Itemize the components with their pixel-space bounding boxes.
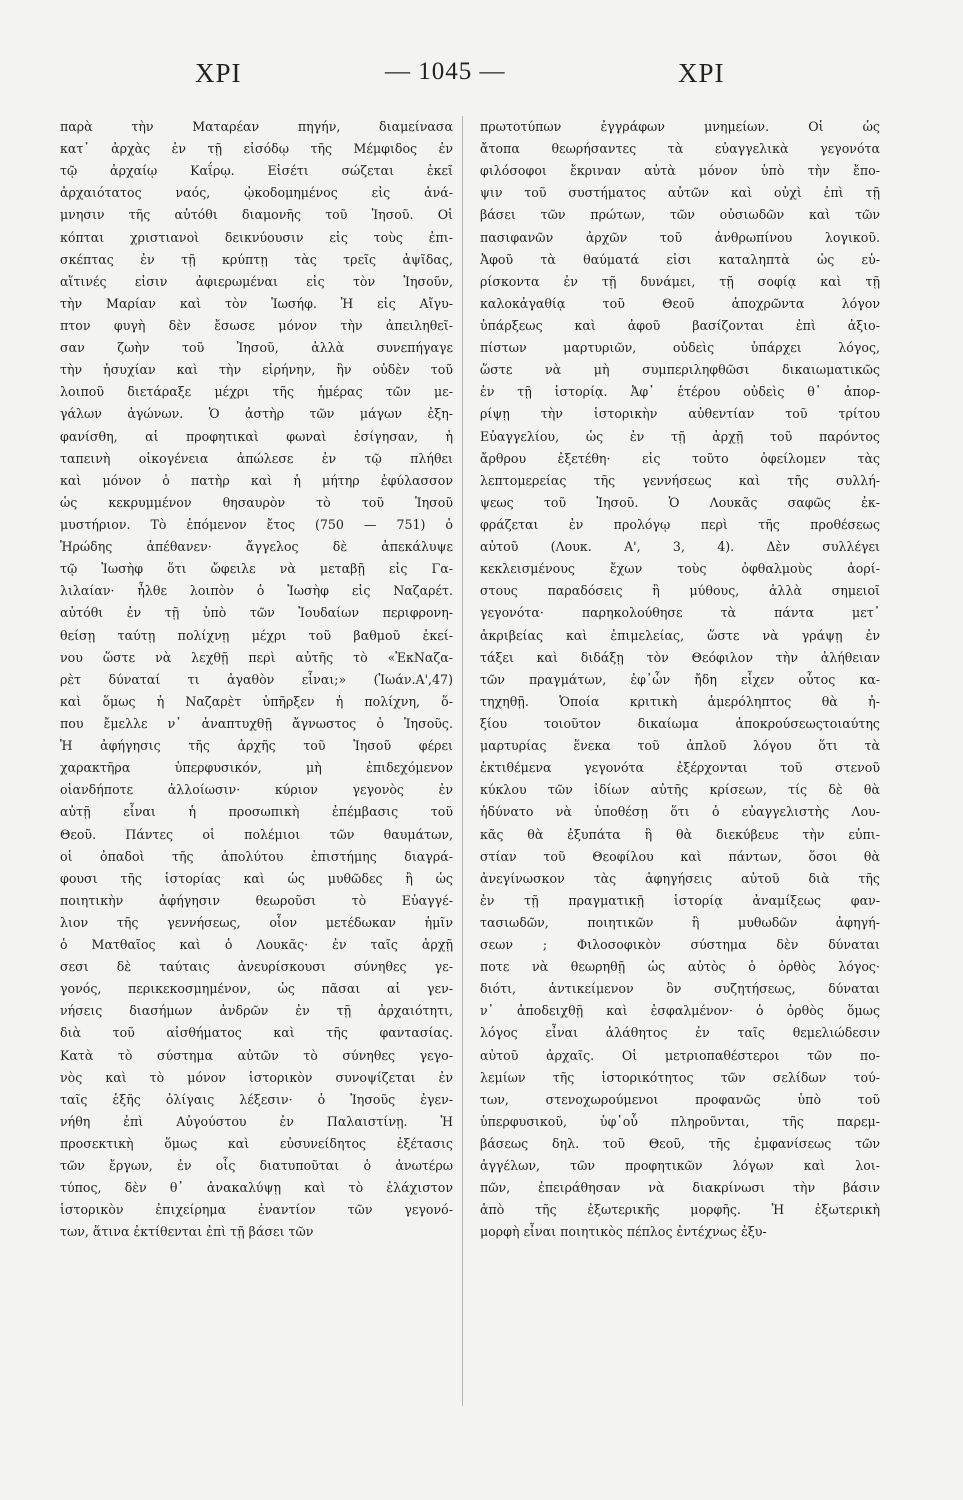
text-line: τάξει καὶ διδάξῃ τὸν Θεόφιλον τὴν ἀλήθειαν <box>480 649 880 665</box>
text-line: κόπται χριστιανοὶ δεικνύουσιν εἰς τοὺς ἐπι- <box>60 229 453 245</box>
text-line: σεσι δὲ ταύταις ἀνευρίσκουσι σύνηθες γε- <box>60 959 453 975</box>
text-line: των, ἅτινα ἐκτίθενται ἐπὶ τῇ βάσει τῶν <box>60 1224 314 1240</box>
text-line: τὴν ἡσυχίαν καὶ τὴν εἰρήνην, ἣν οὐδὲν τοῦ <box>60 362 453 378</box>
text-line: ποιητικὴν ἀφήγησιν θεωροῦσι τὸ Εὐαγγέ- <box>60 892 453 908</box>
running-head-left: ΧΡΙ <box>195 58 242 88</box>
text-line: λιλαίαν· ἦλθε λοιπὸν ὁ Ἰωσὴφ εἰς Ναζαρέτ. <box>60 583 453 599</box>
text-line: ἱστορικὸν ἐπιχείρημα ἐναντίον τῶν γεγονό- <box>60 1202 453 1218</box>
right-column <box>480 116 880 1244</box>
text-line: ἐν τῇ πραγματικῇ ἱστορίᾳ ἀναμίξεως φαν- <box>480 892 880 908</box>
text-line: γονός, περικεκοσμημένον, ὡς πᾶσαι αἱ γεν- <box>60 981 453 997</box>
text-line: φανίσθη, αἱ προφητικαὶ φωναὶ ἐσίγησαν, ἡ <box>60 428 453 444</box>
text-line: ταῖς ἑξῆς ὀλίγαις λέξεσιν· ὁ Ἰησοῦς ἐγεν- <box>60 1091 453 1107</box>
text-line: των, στενοχωρούμενοι προφανῶς ὑπὸ τοῦ <box>480 1091 880 1107</box>
text-line: Ἡ ἀφήγησις τῆς ἀρχῆς τοῦ Ἰησοῦ φέρει <box>60 738 453 754</box>
text-line: πίστων μαρτυριῶν, οὐδεὶς ὑπάρχει λόγος, <box>480 340 880 356</box>
text-line: τῶν ἔργων, ἐν οἷς διατυποῦται ὁ ἀνωτέρω <box>60 1158 453 1174</box>
text-line: ὑπερφυσικοῦ, ὑφ᾽οὗ πληροῦνται, τῆς παρεμ- <box>480 1113 880 1129</box>
text-line: χαρακτῆρα ὑπερφυσικόν, μὴ ἐπιδεχόμενον <box>60 760 453 776</box>
text-line: κατ᾽ ἀρχὰς ἐν τῇ εἰσόδῳ τῆς Μέμφιδος ἐν <box>60 141 453 157</box>
text-line: ὥστε νὰ μὴ συμπεριληφθῶσι δικαιωματικῶς <box>480 362 880 378</box>
text-line: ὁ Ματθαῖος καὶ ὁ Λουκᾶς· ἐν ταῖς ἀρχῇ <box>60 937 453 953</box>
page-number: — 1045 — <box>385 58 506 85</box>
text-line: μαρτυρίας ἕνεκα τοῦ ἁπλοῦ λόγου ὅτι τὰ <box>480 738 880 754</box>
text-line: σαν ζωὴν τοῦ Ἰησοῦ, ἀλλὰ συνεπήγαγε <box>60 340 453 356</box>
text-line: κύκλου τῶν ἰδίων αὐτῆς κρίσεων, τίς δὲ θὰ <box>480 782 880 798</box>
text-line: αὐτῇ εἶναι ἡ προσωπικὴ ἐπέμβασις τοῦ <box>60 804 453 820</box>
text-line: φιλόσοφοι ἔκριναν αὐτὰ μόνον ὑπὸ τὴν ἔπο- <box>480 163 880 179</box>
text-line: διότι, ἀντικείμενον ὂν συζητήσεως, δύναται <box>480 981 880 997</box>
text-line: ρὲτ δύναταί τι ἀγαθὸν εἶναι;» (Ἰωάν.Α',47) <box>60 671 453 687</box>
text-line: ἠδύνατο νὰ ὑποθέσῃ ὅτι ὁ εὐαγγελιστὴς Λου- <box>480 804 880 820</box>
text-line: αἵτινές εἰσιν ἀφιερωμέναι εἰς τὸν Ἰησοῦν, <box>60 273 453 289</box>
text-line: τῷ ἀρχαίῳ Καΐρῳ. Εἰσέτι σώζεται ἐκεῖ <box>60 163 453 179</box>
text-line: πασιφανῶν ἀρχῶν τοῦ ἀνθρωπίνου λογικοῦ. <box>480 229 880 245</box>
text-line: στίαν τοῦ Θεοφίλου καὶ πάντων, ὅσοι θὰ <box>480 848 880 864</box>
text-line: ψεως τοῦ Ἰησοῦ. Ὁ Λουκᾶς σαφῶς ἐκ- <box>480 494 880 510</box>
text-line: ρίψῃ τὴν ἱστορικὴν αὐθεντίαν τοῦ τρίτου <box>480 406 880 422</box>
text-line: τῷ Ἰωσὴφ ὅτι ὤφειλε νὰ μεταβῇ εἰς Γα- <box>60 561 453 577</box>
text-line: φουσι τῆς ἱστορίας καὶ ὡς μυθῶδες ἢ ὡς <box>60 870 453 886</box>
text-line: νου ὥστε νὰ λεχθῇ περὶ αὐτῆς τὸ «ἘκΝαζα- <box>60 649 453 665</box>
text-line: λιον τῆς γεννήσεως, οἷον μετέδωκαν ἡμῖν <box>60 914 453 930</box>
text-line: τύπος, δὲν θ᾽ ἀνακαλύψῃ καὶ τὸ ἐλάχιστον <box>60 1180 453 1196</box>
text-line: ἐν τῇ ἱστορίᾳ. Ἀφ᾽ ἑτέρου οὐδεὶς θ᾽ ἀπορ- <box>480 384 880 400</box>
text-line: νὸς καὶ τὸ μόνον ἱστορικὸν συνοψίζεται ἐν <box>60 1069 453 1085</box>
text-line: τῶν πραγμάτων, ἐφ᾽ὧν ἤδη εἶχεν οὗτος κα- <box>480 671 880 687</box>
page-header <box>0 58 963 98</box>
text-line: τηχηθῇ. Ὁποία κριτικὴ ἀμερόληπτος θὰ ἠ- <box>480 693 880 709</box>
text-line: οἱ ὀπαδοὶ τῆς ἀπολύτου ἐπιστήμης διαγρά- <box>60 848 453 864</box>
text-line: ἀκριβείας καὶ ἐπιμελείας, ὥστε νὰ γράψῃ ἐν <box>480 627 880 643</box>
text-line: ποτε νὰ θεωρηθῇ ὡς αὐτὸς ὁ ὀρθὸς λόγος· <box>480 959 880 975</box>
text-line: ρίσκοντα ἐν τῇ δυνάμει, τῇ σοφίᾳ καὶ τῇ <box>480 273 880 289</box>
text-line: ὑπάρξεως καὶ ἀφοῦ βασίζονται ἐπὶ ἀξιο- <box>480 317 880 333</box>
text-line: νήθη ἐπὶ Αὐγούστου ἐν Παλαιστίνῃ. Ἡ <box>60 1113 453 1129</box>
text-line: ὡς κεκρυμμένον θησαυρὸν τὸ τοῦ Ἰησοῦ <box>60 494 453 510</box>
text-line: ἀγγέλων, τῶν προφητικῶν λόγων καὶ λοι- <box>480 1158 880 1174</box>
text-line: λεπτομερείας τῆς γεννήσεως καὶ τῆς συλλή- <box>480 472 880 488</box>
text-line: λόγος εἶναι ἀλάθητος ἐν ταῖς θεμελιώδεσιν <box>480 1025 880 1041</box>
running-head-right: ΧΡΙ <box>678 58 725 88</box>
text-line: βάσεως δηλ. τοῦ Θεοῦ, τῆς ἐμφανίσεως τῶν <box>480 1136 880 1152</box>
text-line: Ἀφοῦ τὰ θαύματά εἰσι καταληπτὰ ὡς εὑ- <box>480 251 880 267</box>
text-line: σεων ; Φιλοσοφικὸν σύστημα δὲν δύναται <box>480 937 880 953</box>
text-line: καλοκἀγαθίᾳ τοῦ Θεοῦ ἀποχρῶντα λόγον <box>480 295 880 311</box>
text-line: ἀνεγίνωσκον τὰς ἀφηγήσεις αὐτοῦ διὰ τῆς <box>480 870 880 886</box>
text-line: Εὐαγγελίου, ὡς ἐν τῇ ἀρχῇ τοῦ παρόντος <box>480 428 880 444</box>
text-line: ξίου τοιοῦτον δικαίωμα ἀποκρούσεωςτοιαύτης <box>480 715 880 731</box>
text-line: Ἡρώδης ἀπέθανεν· ἄγγελος δὲ ἀπεκάλυψε <box>60 539 453 555</box>
text-line: στους παραδόσεις ἢ μύθους, ἀλλὰ σημειοῖ <box>480 583 880 599</box>
text-line: ταπεινὴ οἰκογένεια ἀπώλεσε ἐν τῷ πλήθει <box>60 450 453 466</box>
text-line: που ἔμελλε ν᾽ ἀναπτυχθῇ ἄγνωστος ὁ Ἰησοῦς. <box>60 715 453 731</box>
text-line: φράζεται ἐν προλόγῳ περὶ τῆς προθέσεως <box>480 516 880 532</box>
text-line: γάλων ἀγώνων. Ὁ ἀστὴρ τῶν μάγων ἐξη- <box>60 406 453 422</box>
text-line: ἄρθρου ἐξετέθη· εἰς τοῦτο ὀφείλομεν τὰς <box>480 450 880 466</box>
text-line: Κατὰ τὸ σύστημα αὐτῶν τὸ σύνηθες γεγο- <box>60 1047 453 1063</box>
left-column <box>60 116 453 1244</box>
text-line: πτον φυγὴ δὲν ἔσωσε μόνον τὴν ἀπειληθεῖ- <box>60 317 453 333</box>
text-line: τὴν Μαρίαν καὶ τὸν Ἰωσήφ. Ἡ εἰς Αἴγυ- <box>60 295 453 311</box>
column-divider <box>462 116 463 1406</box>
text-line: πρωτοτύπων ἐγγράφων μνημείων. Οἱ ὡς <box>480 119 880 134</box>
text-line: κεκλεισμένους ἔχων τοὺς ὀφθαλμοὺς ἀορί- <box>480 561 880 577</box>
text-line: λοιποῦ διετάραξε μέχρι τῆς ἡμέρας τῶν με- <box>60 384 453 400</box>
text-line: ἀπὸ τῆς ἐξωτερικῆς μορφῆς. Ἡ ἐξωτερικὴ <box>480 1202 880 1218</box>
text-line: λεμίων τῆς ἱστορικότητος τῶν σελίδων τού- <box>480 1069 880 1085</box>
text-line: σκέπτας ἐν τῇ κρύπτῃ τὰς τρεῖς ἀψῖδας, <box>60 251 453 267</box>
text-line: βάσει τῶν πρώτων, τῶν οὐσιωδῶν καὶ τῶν <box>480 207 880 223</box>
text-line: ν᾽ ἀποδειχθῇ καὶ ἐσφαλμένον· ὁ ὀρθὸς ὅμως <box>480 1003 880 1019</box>
text-line: μνησιν τῆς αὐτόθι διαμονῆς τοῦ Ἰησοῦ. Οἱ <box>60 207 453 223</box>
text-line: νήσεις διασήμων ἀνδρῶν ἐν τῇ ἀρχαιότητι, <box>60 1003 453 1019</box>
text-line: ἐκτιθέμενα γεγονότα ἐξέρχονται τοῦ στενοῦ <box>480 760 880 776</box>
text-line: ψιν τοῦ συστήματος αὐτῶν καὶ οὐχὶ ἐπὶ τῇ <box>480 185 880 201</box>
text-line: θείσῃ ταύτῃ πολίχνῃ μέχρι τοῦ βαθμοῦ ἐκεί- <box>60 627 453 643</box>
text-line: γεγονότα· παρηκολούθησε τὰ πάντα μετ᾽ <box>480 605 880 621</box>
text-line: προσεκτικὴ ὅμως καὶ εὐσυνείδητος ἐξέτασις <box>60 1136 453 1152</box>
text-line: ἄτοπα θεωρήσαντες τὰ εὐαγγελικὰ γεγονότα <box>480 141 880 157</box>
text-line: μορφὴ εἶναι ποιητικὸς πέπλος ἐντέχνως ἐξυ- <box>480 1224 767 1240</box>
text-line: αὐτοῦ (Λουκ. Α', 3, 4). Δὲν συλλέγει <box>480 539 880 555</box>
text-line: Θεοῦ. Πάντες οἱ πολέμιοι τῶν θαυμάτων, <box>60 826 453 842</box>
text-line: καὶ μόνον ὁ πατὴρ καὶ ἡ μήτηρ ἐφύλασσον <box>60 472 453 488</box>
text-line: ἀρχαιότατος ναός, ᾠκοδομημένος εἰς ἀνά- <box>60 185 453 201</box>
text-line: πῶν, ἐπειράθησαν νὰ διακρίνωσι τὴν βάσιν <box>480 1180 880 1196</box>
text-line: μυστήριον. Τὸ ἑπόμενον ἔτος (750 — 751) ὁ <box>60 516 453 532</box>
text-line: τασιωδῶν, ποιητικῶν ἢ μυθωδῶν ἀφηγή- <box>480 914 880 930</box>
text-line: διὰ τοῦ αἰσθήματος καὶ τῆς φαντασίας. <box>60 1025 453 1041</box>
text-line: καὶ ὅμως ἡ Ναζαρὲτ ὑπῆρξεν ἡ πολίχνη, ὅ- <box>60 693 453 709</box>
text-line: αὐτοῦ ἀρχαῖς. Οἱ μετριοπαθέστεροι τῶν πο- <box>480 1047 880 1063</box>
text-line: παρὰ τὴν Ματαρέαν πηγήν, διαμείνασα <box>60 119 453 134</box>
text-line: κᾶς θὰ ἐξυπάτα ἢ θὰ διεκύβευε τὴν εὐπι- <box>480 826 880 842</box>
text-line: οἱανδήποτε ἀλλοίωσιν· κύριον γεγονὸς ἐν <box>60 782 453 798</box>
text-line: αὐτόθι ἐν τῇ ὑπὸ τῶν Ἰουδαίων περιφρονη- <box>60 605 453 621</box>
